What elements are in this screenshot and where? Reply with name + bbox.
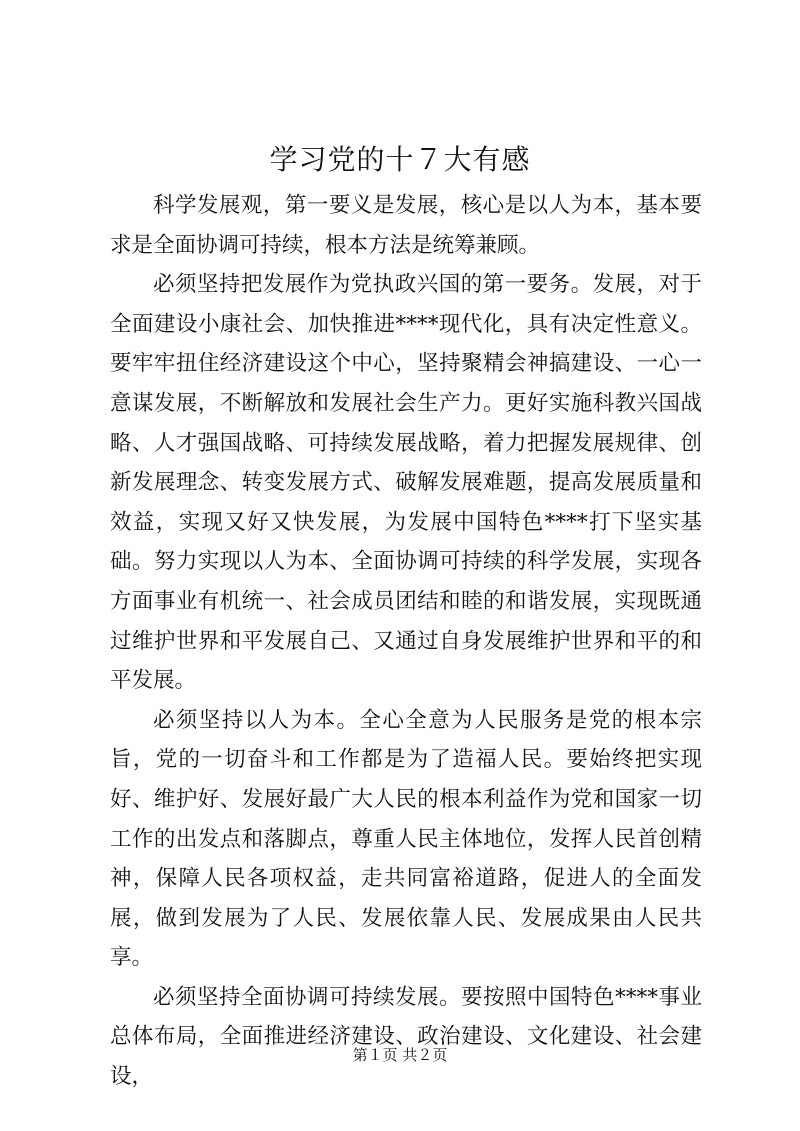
paragraph-2: 必须坚持把发展作为党执政兴国的第一要务。发展，对于全面建设小康社会、加快推进****现代化，具有决定性意义。要牢牢扭住经济建设这个中心，坚持聚精会神搞建设、一心一意谋发展，不断解放和发展社会生产力。更好实施科教兴国战略、人才强国战略、可持续发展战略，着力把握发展规律、创新发展理念、转变发展方式、破解发展难题，提高发展质量和效益，实现又好又快发展，为发展中国特色****打下坚实基础。努力实现以人为本、全面协调可持续的科学发展，实现各方面事业有机统一、社会成员团结和睦的和谐发展，实现既通过维护世界和平发展自己、又通过自身发展维护世界和平的和平发展。	[110, 272, 702, 694]
paragraph-1: 科学发展观，第一要义是发展，核心是以人为本，基本要求是全面协调可持续，根本方法是统筹兼顾。	[110, 193, 702, 258]
page-footer: 第１页 共２页	[352, 1046, 448, 1064]
document-body	[110, 186, 702, 1097]
paragraph-3: 必须坚持以人为本。全心全意为人民服务是党的根本宗旨，党的一切奋斗和工作都是为了造福人民。要始终把实现好、维护好、发展好最广大人民的根本利益作为党和国家一切工作的出发点和落脚点，尊重人民主体地位，发挥人民首创精神，保障人民各项权益，走共同富裕道路，促进人的全面发展，做到发展为了人民、发展依靠人民、发展成果由人民共享。	[110, 707, 702, 971]
document-title: 学习党的十７大有感	[269, 143, 531, 176]
paragraph-4: 必须坚持全面协调可持续发展。要按照中国特色****事业总体布局，全面推进经济建设、政治建设、文化建设、社会建设，	[110, 984, 702, 1090]
